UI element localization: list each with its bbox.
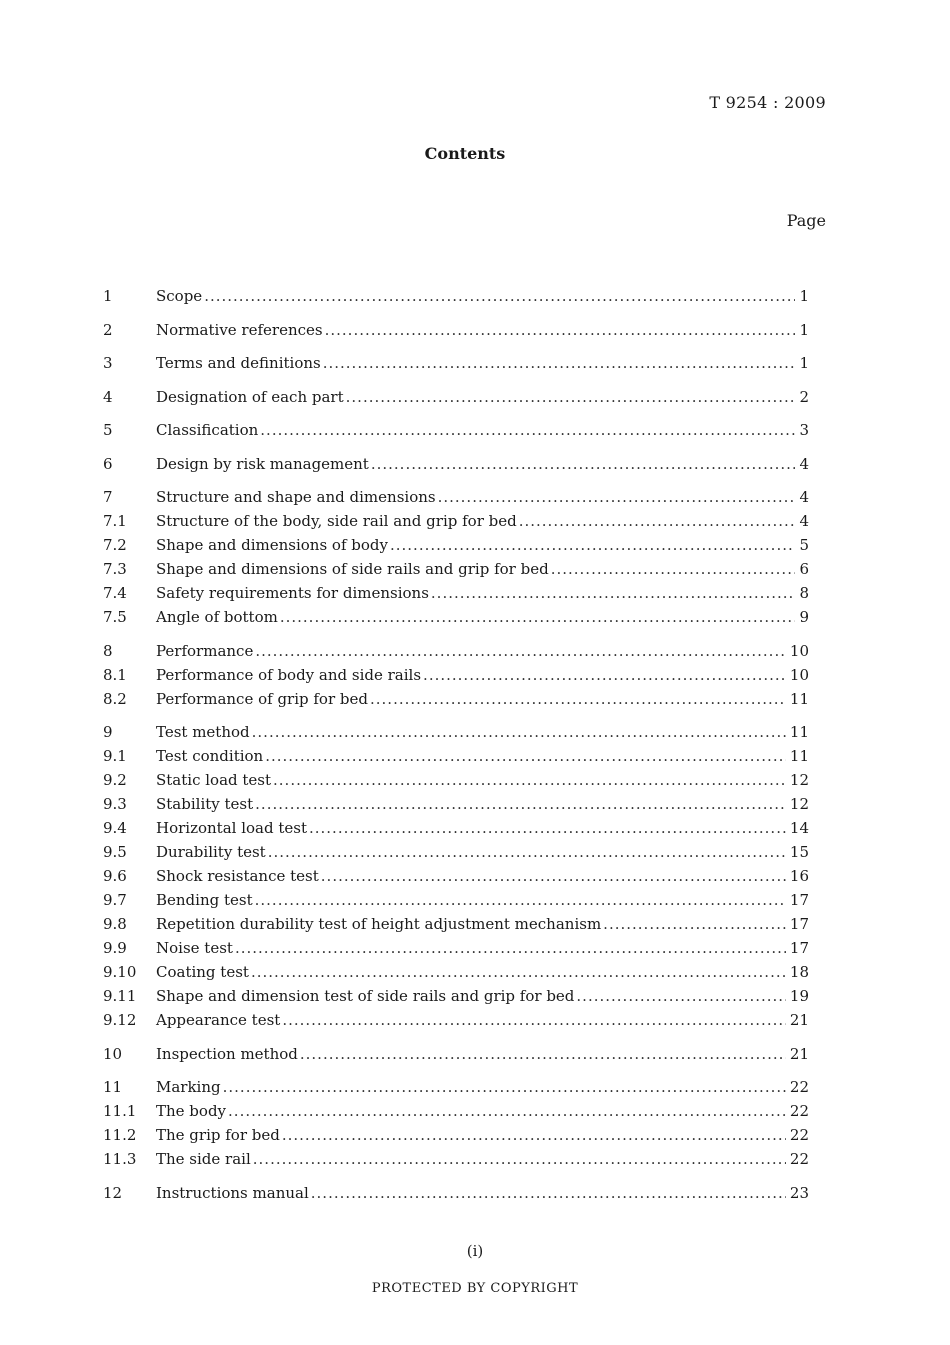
- toc-entry-page: 1: [799, 320, 809, 339]
- toc-dot-leader: [576, 984, 786, 1008]
- toc-entry-number: 9.12: [103, 1011, 137, 1029]
- toc-entry[interactable]: [103, 744, 809, 768]
- page-column-header: Page: [786, 211, 826, 230]
- toc-entry-title: Marking: [156, 1078, 221, 1096]
- toc-entry-title: The body: [156, 1102, 227, 1120]
- toc-entry-title: Shape and dimensions of body: [156, 536, 388, 554]
- toc-entry-number: 8.1: [103, 665, 127, 684]
- toc-entry-page: 11: [789, 689, 809, 708]
- toc-entry[interactable]: [103, 533, 809, 557]
- toc-entry-page: 17: [789, 891, 809, 909]
- toc-entry-number: 9.10: [103, 963, 137, 981]
- toc-entry-page: 1: [799, 287, 809, 305]
- toc-dot-leader: [268, 840, 786, 864]
- toc-dot-leader: [280, 605, 796, 629]
- toc-entry-page: 19: [789, 987, 809, 1005]
- toc-entry-number: 9.4: [103, 819, 127, 837]
- toc-entry[interactable]: [103, 792, 809, 816]
- toc-entry[interactable]: [103, 768, 809, 792]
- toc-entry-page: 22: [789, 1102, 809, 1120]
- toc-entry[interactable]: [103, 663, 809, 687]
- contents-title: Contents: [424, 144, 506, 163]
- toc-dot-leader: [603, 912, 786, 936]
- toc-entry-page: 8: [799, 584, 809, 602]
- toc-entry-title: Shape and dimension test of side rails and grip for bed: [156, 987, 575, 1005]
- toc-entry[interactable]: [103, 936, 809, 960]
- toc-entry-number: 9.2: [103, 771, 127, 789]
- table-of-contents: [103, 284, 809, 1205]
- toc-entry-number: 11.2: [103, 1126, 137, 1144]
- toc-entry[interactable]: [103, 720, 809, 744]
- toc-entry-title: Coating test: [156, 963, 249, 981]
- toc-entry-title: The grip for bed: [156, 1126, 280, 1144]
- toc-entry-number: 9.5: [103, 843, 127, 861]
- toc-entry-page: 14: [789, 819, 809, 837]
- toc-dot-leader: [423, 663, 786, 687]
- toc-entry-page: 11: [789, 723, 809, 741]
- toc-entry-title: Performance: [156, 641, 254, 660]
- toc-entry[interactable]: [103, 605, 809, 629]
- toc-entry-page: 1: [799, 354, 809, 372]
- toc-dot-leader: [438, 485, 796, 509]
- toc-entry-title: Stability test: [156, 795, 254, 813]
- toc-dot-leader: [346, 385, 796, 409]
- toc-entry-number: 11.1: [103, 1102, 137, 1120]
- toc-entry[interactable]: [103, 385, 809, 409]
- toc-entry[interactable]: [103, 1147, 809, 1171]
- copyright-notice: PROTECTED BY COPYRIGHT: [371, 1281, 579, 1296]
- toc-dot-leader: [228, 1099, 786, 1123]
- toc-entry[interactable]: [103, 687, 809, 711]
- toc-entry[interactable]: [103, 485, 809, 509]
- toc-dot-leader: [252, 720, 786, 744]
- toc-dot-leader: [253, 1147, 786, 1171]
- toc-entry[interactable]: [103, 1123, 809, 1147]
- toc-entry-title: Design by risk management: [156, 454, 369, 473]
- toc-entry-title: Noise test: [156, 939, 233, 957]
- toc-dot-leader: [390, 533, 795, 557]
- toc-entry[interactable]: [103, 816, 809, 840]
- toc-entry-title: Terms and definitions: [156, 354, 321, 372]
- toc-entry-page: 10: [789, 665, 809, 684]
- toc-entry[interactable]: [103, 639, 809, 663]
- toc-entry-title: Structure and shape and dimensions: [156, 488, 436, 506]
- page-number: (i): [466, 1242, 484, 1260]
- toc-entry-number: 7.5: [103, 608, 127, 626]
- toc-dot-leader: [311, 1181, 786, 1205]
- toc-entry-number: 9.11: [103, 987, 137, 1005]
- toc-entry-page: 22: [789, 1078, 809, 1096]
- toc-entry[interactable]: [103, 509, 809, 533]
- toc-dot-leader: [260, 418, 795, 442]
- toc-entry[interactable]: [103, 351, 809, 375]
- toc-entry-title: Appearance test: [156, 1011, 281, 1029]
- toc-entry-page: 6: [799, 560, 809, 578]
- toc-entry-page: 2: [799, 387, 809, 406]
- toc-entry-title: Inspection method: [156, 1044, 298, 1063]
- toc-entry-page: 17: [789, 939, 809, 957]
- toc-entry-number: 7.3: [103, 560, 127, 578]
- toc-dot-leader: [282, 1008, 786, 1032]
- document-id: T 9254 : 2009: [709, 93, 826, 112]
- toc-entry-number: 7.2: [103, 536, 127, 554]
- toc-entry-number: 11.3: [103, 1150, 137, 1168]
- toc-entry-number: 9.7: [103, 891, 127, 909]
- toc-entry-title: Structure of the body, side rail and grip for bed: [156, 512, 517, 530]
- toc-entry-page: 3: [799, 421, 809, 439]
- toc-entry-number: 8.2: [103, 689, 127, 708]
- toc-entry-page: 17: [789, 915, 809, 933]
- toc-entry-page: 18: [789, 963, 809, 981]
- toc-entry-page: 10: [789, 641, 809, 660]
- toc-entry-number: 9.1: [103, 747, 127, 765]
- toc-entry-page: 12: [789, 771, 809, 789]
- toc-entry[interactable]: [103, 418, 809, 442]
- toc-entry-number: 9.8: [103, 915, 127, 933]
- toc-dot-leader: [325, 318, 796, 342]
- toc-dot-leader: [371, 452, 796, 476]
- toc-entry-title: Test method: [156, 723, 250, 741]
- toc-entry[interactable]: [103, 1075, 809, 1099]
- toc-entry-page: 21: [789, 1011, 809, 1029]
- toc-entry-page: 11: [789, 747, 809, 765]
- toc-dot-leader: [431, 581, 796, 605]
- toc-entry[interactable]: [103, 557, 809, 581]
- toc-entry-number: 7.1: [103, 512, 127, 530]
- toc-entry-number: 6: [103, 454, 113, 473]
- toc-entry-page: 16: [789, 867, 809, 885]
- toc-entry-title: The side rail: [156, 1150, 251, 1168]
- toc-entry[interactable]: [103, 1008, 809, 1032]
- toc-entry[interactable]: [103, 864, 809, 888]
- toc-entry-title: Designation of each part: [156, 387, 344, 406]
- toc-entry[interactable]: [103, 1181, 809, 1205]
- toc-entry[interactable]: [103, 284, 809, 308]
- toc-dot-leader: [273, 768, 786, 792]
- toc-dot-leader: [251, 960, 786, 984]
- toc-entry-number: 3: [103, 354, 113, 372]
- toc-entry-page: 21: [789, 1044, 809, 1063]
- toc-dot-leader: [321, 864, 786, 888]
- toc-dot-leader: [235, 936, 786, 960]
- toc-dot-leader: [282, 1123, 786, 1147]
- toc-entry[interactable]: [103, 318, 809, 342]
- toc-entry-title: Classification: [156, 421, 259, 439]
- toc-entry-title: Bending test: [156, 891, 253, 909]
- toc-entry-page: 5: [799, 536, 809, 554]
- toc-entry-title: Repetition durability test of height adjustment mechanism: [156, 915, 602, 933]
- toc-entry-page: 23: [789, 1183, 809, 1202]
- toc-dot-leader: [551, 557, 796, 581]
- toc-entry-title: Durability test: [156, 843, 266, 861]
- toc-dot-leader: [255, 639, 786, 663]
- toc-dot-leader: [255, 888, 786, 912]
- toc-entry-title: Shock resistance test: [156, 867, 319, 885]
- toc-entry-number: 9.9: [103, 939, 127, 957]
- toc-entry-number: 11: [103, 1078, 123, 1096]
- toc-entry-title: Scope: [156, 287, 203, 305]
- toc-entry-number: 8: [103, 641, 113, 660]
- toc-entry-page: 4: [799, 488, 809, 506]
- toc-dot-leader: [204, 284, 795, 308]
- toc-entry-number: 4: [103, 387, 113, 406]
- toc-entry[interactable]: [103, 452, 809, 476]
- toc-entry-number: 9.6: [103, 867, 127, 885]
- toc-dot-leader: [255, 792, 786, 816]
- toc-entry[interactable]: [103, 581, 809, 605]
- toc-entry-title: Horizontal load test: [156, 819, 307, 837]
- toc-entry-number: 7.4: [103, 584, 127, 602]
- toc-entry-title: Performance of grip for bed: [156, 689, 368, 708]
- toc-entry-page: 15: [789, 843, 809, 861]
- toc-entry-page: 22: [789, 1150, 809, 1168]
- toc-entry-number: 12: [103, 1183, 123, 1202]
- toc-dot-leader: [309, 816, 786, 840]
- toc-entry-page: 12: [789, 795, 809, 813]
- toc-dot-leader: [370, 687, 786, 711]
- toc-entry[interactable]: [103, 984, 809, 1008]
- toc-entry-page: 4: [799, 454, 809, 473]
- toc-entry-title: Instructions manual: [156, 1183, 309, 1202]
- toc-entry-number: 9.3: [103, 795, 127, 813]
- toc-entry-title: Test condition: [156, 747, 264, 765]
- toc-entry[interactable]: [103, 1042, 809, 1066]
- toc-entry-title: Safety requirements for dimensions: [156, 584, 429, 602]
- toc-entry-number: 9: [103, 723, 113, 741]
- toc-entry[interactable]: [103, 960, 809, 984]
- toc-entry-title: Shape and dimensions of side rails and grip for bed: [156, 560, 549, 578]
- toc-dot-leader: [265, 744, 786, 768]
- toc-dot-leader: [323, 351, 796, 375]
- toc-dot-leader: [223, 1075, 786, 1099]
- toc-entry-title: Angle of bottom: [156, 608, 278, 626]
- toc-entry[interactable]: [103, 912, 809, 936]
- toc-entry-number: 2: [103, 320, 113, 339]
- toc-entry[interactable]: [103, 1099, 809, 1123]
- toc-dot-leader: [519, 509, 796, 533]
- toc-entry-page: 4: [799, 512, 809, 530]
- toc-dot-leader: [300, 1042, 786, 1066]
- toc-entry[interactable]: [103, 888, 809, 912]
- toc-entry[interactable]: [103, 840, 809, 864]
- toc-entry-number: 5: [103, 421, 113, 439]
- toc-entry-page: 9: [799, 608, 809, 626]
- toc-entry-number: 10: [103, 1044, 123, 1063]
- toc-entry-number: 7: [103, 488, 113, 506]
- toc-entry-title: Static load test: [156, 771, 272, 789]
- toc-entry-number: 1: [103, 287, 113, 305]
- toc-entry-page: 22: [789, 1126, 809, 1144]
- toc-entry-title: Normative references: [156, 320, 323, 339]
- toc-entry-title: Performance of body and side rails: [156, 665, 422, 684]
